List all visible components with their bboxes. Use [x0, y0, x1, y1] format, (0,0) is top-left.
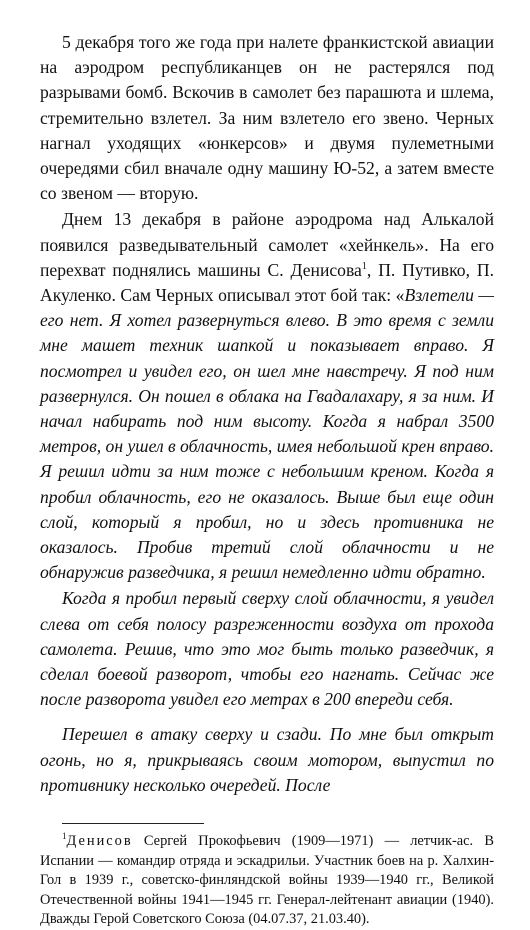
main-text — [40, 30, 494, 798]
quote-start: Взлетели — его нет. Я хотел развернуться влево. В это время с земли мне машет техник шапкой и показывает вправо. Я посмотрел и увидел его, он шел мне навстречу. Я под ним развернулся. Он пошел в облака на Гвадалахару, я за ним. И начал набирать под ним высоту. Когда я набрал 3500 метров, он ушел в облачность, имея небольшой крен вправо. Я решил идти за ним тоже с небольшим креном. Когда я пробил облачность, его не оказалось. Выше был еще один слой, который я пробил, но и здесь противника не оказалось. Пробив третий слой облачности и не обнаружив разведчика, я решил немедленно идти обратно. — [40, 285, 494, 583]
paragraph-4 — [40, 722, 494, 798]
paragraph-4-text: Перешел в атаку сверху и сзади. По мне был открыт огонь, но я, прикрываясь своим мотором, выпустил по противнику несколько очередей. После — [40, 724, 494, 795]
paragraph-2-mid: , П. Путивко, П. Акуленко. Сам Черных описывал этот бой так: « — [40, 259, 494, 306]
footnote-marker: 1 — [62, 831, 67, 842]
footnote-name: Денисов — [66, 833, 133, 850]
paragraph-3-text: Когда я пробил первый сверху слой облачности, я увидел слева от себя полосу разреженности воздуха от прохода самолета. Решив, что это мог быть только разведчик, я сделал боевой разворот, чтобы его нагнать. Сейчас же после разворота увидел его метрах в 200 впереди себя. — [40, 588, 494, 710]
footnote-text: Сергей Прокофьевич (1909—1971) — летчик-ас. В Испании — командир отряда и эскадрильи. Участник боев на р. Халхин-Гол в 1939 г., советско-финляндской войны 1939—1940 гг., Великой Отечественной войны 1941—1945 гг. Генерал-лейтенант авиации (1940). Дважды Герой Советского Союза (04.07.37, 21.03.40). — [40, 833, 494, 928]
paragraph-2 — [40, 207, 494, 585]
paragraph-2-intro: Днем 13 декабря в районе аэродрома над Алькалой появился разведывательный самолет «хейнкель». На его перехват поднялись машины С. Денисова — [40, 209, 494, 280]
footnote — [40, 832, 494, 930]
paragraph-3 — [40, 586, 494, 712]
footnote-ref[interactable]: 1 — [361, 260, 367, 272]
paragraph-1-text: 5 декабря того же года при налете франкистской авиации на аэродром республиканцев он не растерялся под разрывами бомб. Вскочив в самолет без парашюта и шлема, стремительно взлетел. За ним взлетело его звено. Черных нагнал уходящих «юнкерсов» и двумя пулеметными очередями сбил вначале одну машину Ю-52, а затем вместе со звеном — вторую. — [40, 32, 494, 204]
paragraph-1 — [40, 30, 494, 206]
footnote-divider — [62, 823, 204, 824]
